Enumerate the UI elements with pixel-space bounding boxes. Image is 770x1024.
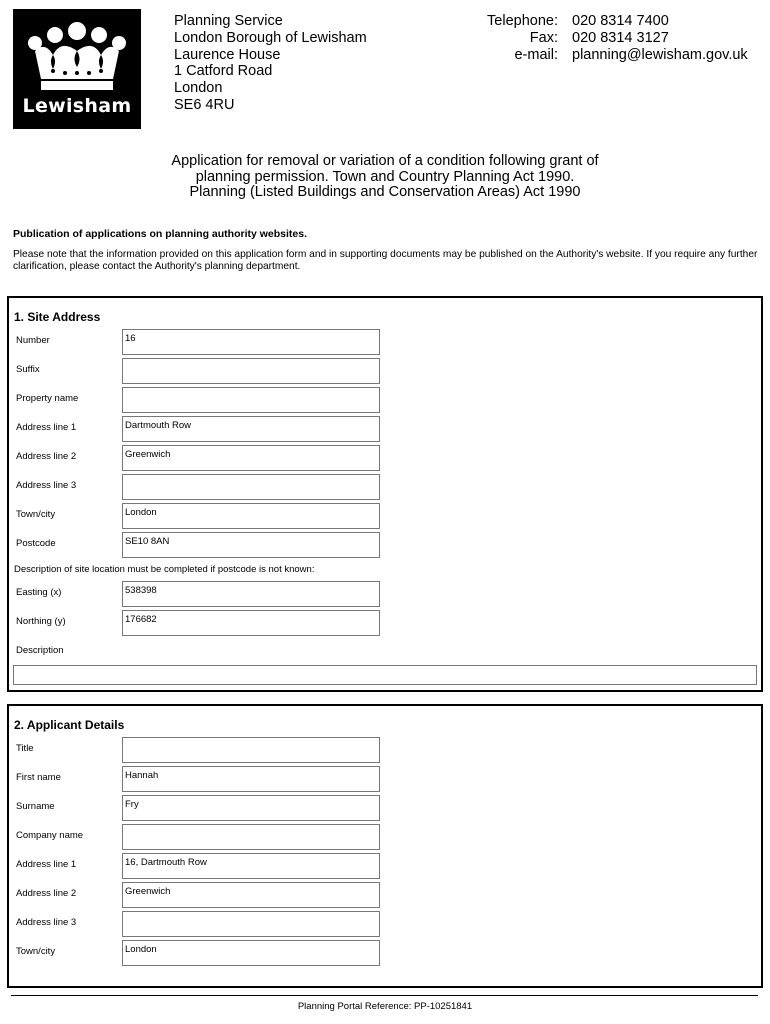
postcode-input[interactable]: SE10 8AN	[122, 532, 380, 558]
field-label: Address line 1	[16, 422, 77, 433]
telephone-value: 020 8314 7400	[572, 13, 669, 29]
applicant-details-section	[7, 704, 763, 988]
field-row	[9, 416, 761, 442]
easting-input[interactable]: 538398	[122, 581, 380, 607]
town-city-input[interactable]: London	[122, 503, 380, 529]
field-row	[9, 445, 761, 471]
field-label: Surname	[16, 801, 55, 812]
field-label: Town/city	[16, 946, 56, 957]
description-input[interactable]	[13, 665, 757, 685]
first-name-input[interactable]: Hannah	[122, 766, 380, 792]
title-line: Planning (Listed Buildings and Conservation Areas) Act 1990	[189, 184, 581, 200]
org-address	[174, 13, 367, 114]
field-row	[9, 940, 761, 966]
field-label: Property name	[16, 393, 79, 404]
field-row	[9, 503, 761, 529]
field-label: Address line 3	[16, 917, 77, 928]
company-name-input[interactable]	[122, 824, 380, 850]
field-row	[9, 358, 761, 384]
address-line-2-input[interactable]: Greenwich	[122, 882, 380, 908]
contact-labels	[487, 13, 558, 63]
field-label: Number	[16, 335, 50, 346]
field-label: Company name	[16, 830, 84, 841]
publication-text: Please note that the information provided on this application form and in supporting documents may be published on the Authority's website. If you require any further clarification, please contact the Authority's planning department.	[13, 249, 758, 272]
field-row	[9, 824, 761, 850]
number-input[interactable]: 16	[122, 329, 380, 355]
telephone-label: Telephone:	[487, 13, 558, 29]
field-label: Suffix	[16, 364, 40, 375]
field-row	[9, 882, 761, 908]
title-input[interactable]	[122, 737, 380, 763]
field-label: First name	[16, 772, 61, 783]
field-row	[9, 581, 761, 607]
fax-value: 020 8314 3127	[572, 29, 669, 46]
form-title	[60, 154, 710, 201]
field-row	[9, 387, 761, 413]
portal-reference: Planning Portal Reference: PP-10251841	[297, 1001, 473, 1012]
field-row	[9, 532, 761, 558]
field-label: Postcode	[16, 538, 56, 549]
field-label: Address line 3	[16, 480, 77, 491]
org-line: Planning Service	[174, 13, 283, 29]
field-label: Easting (x)	[16, 587, 62, 598]
field-label: Description	[16, 645, 64, 656]
town-city-input[interactable]: London	[122, 940, 380, 966]
address-line-3-input[interactable]	[122, 911, 380, 937]
field-row	[9, 639, 761, 665]
field-row	[9, 474, 761, 500]
field-row	[9, 610, 761, 636]
title-line: Application for removal or variation of a condition following grant of	[171, 153, 599, 169]
address-line-3-input[interactable]	[122, 474, 380, 500]
footer-divider	[11, 995, 758, 996]
address-line-2-input[interactable]: Greenwich	[122, 445, 380, 471]
logo-text: Lewisham	[22, 95, 132, 117]
field-label: Northing (y)	[16, 616, 66, 627]
section-title: 2. Applicant Details	[14, 718, 125, 732]
field-row	[9, 853, 761, 879]
field-row	[9, 766, 761, 792]
address-line-1-input[interactable]: 16, Dartmouth Row	[122, 853, 380, 879]
org-line: London Borough of Lewisham	[174, 29, 367, 46]
field-label: Address line 2	[16, 888, 77, 899]
lewisham-logo	[13, 9, 141, 129]
org-line: SE6 4RU	[174, 96, 235, 113]
field-row	[9, 795, 761, 821]
contact-values	[572, 13, 748, 63]
field-label: Title	[16, 743, 34, 754]
field-label: Town/city	[16, 509, 56, 520]
email-link[interactable]: planning@lewisham.gov.uk	[572, 46, 748, 63]
property-name-input[interactable]	[122, 387, 380, 413]
site-address-section	[7, 296, 763, 692]
org-line: 1 Catford Road	[174, 63, 273, 80]
suffix-input[interactable]	[122, 358, 380, 384]
crown-icon	[27, 21, 127, 93]
surname-input[interactable]: Fry	[122, 795, 380, 821]
address-line-1-input[interactable]: Dartmouth Row	[122, 416, 380, 442]
publication-heading: Publication of applications on planning authority websites.	[13, 228, 308, 240]
org-line: London	[174, 80, 223, 97]
org-line: Laurence House	[174, 46, 281, 63]
title-line: planning permission. Town and Country Planning Act 1990.	[195, 168, 575, 185]
northing-input[interactable]: 176682	[122, 610, 380, 636]
location-note: Description of site location must be completed if postcode is not known:	[14, 564, 315, 575]
fax-label: Fax:	[529, 29, 558, 46]
field-row	[9, 911, 761, 937]
field-label: Address line 1	[16, 859, 77, 870]
field-row	[9, 737, 761, 763]
field-row	[9, 329, 761, 355]
section-title: 1. Site Address	[14, 310, 101, 324]
field-label: Address line 2	[16, 451, 77, 462]
email-label: e-mail:	[514, 46, 558, 63]
